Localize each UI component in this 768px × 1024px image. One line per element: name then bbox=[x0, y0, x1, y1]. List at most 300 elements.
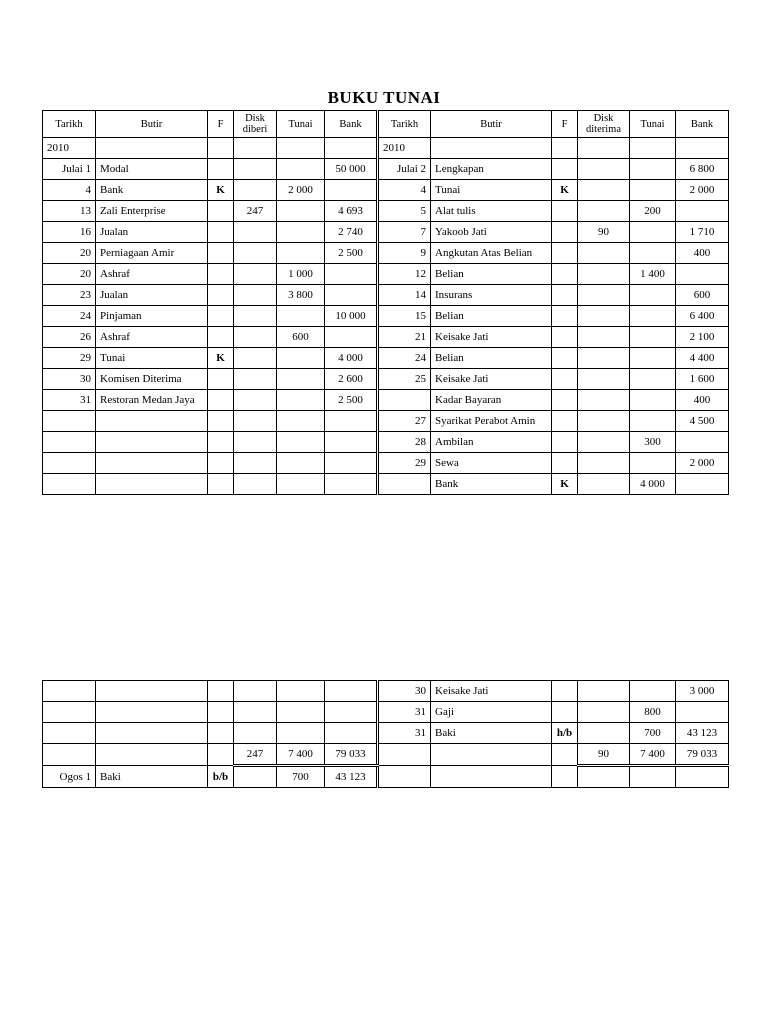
credit-tunai-cell bbox=[630, 285, 676, 306]
credit-disk-cell bbox=[578, 681, 630, 702]
credit-folio-cell bbox=[552, 285, 578, 306]
credit-butir-cell bbox=[431, 138, 552, 159]
credit-tarikh-cell: 28 bbox=[378, 432, 431, 453]
debit-folio-cell bbox=[208, 285, 234, 306]
credit-tunai-cell bbox=[630, 159, 676, 180]
debit-tarikh-cell: 30 bbox=[43, 369, 96, 390]
credit-bank-cell: 3 000 bbox=[676, 681, 729, 702]
table-row bbox=[43, 180, 729, 201]
header-row bbox=[43, 111, 729, 138]
credit-tunai-cell bbox=[630, 369, 676, 390]
debit-tunai-cell: 600 bbox=[277, 327, 325, 348]
credit-tarikh-cell: Julai 2 bbox=[378, 159, 431, 180]
debit-tunai-cell bbox=[277, 159, 325, 180]
credit-folio-cell bbox=[552, 159, 578, 180]
credit-folio-cell bbox=[552, 222, 578, 243]
debit-bank-cell bbox=[325, 327, 378, 348]
credit-tunai-cell bbox=[630, 681, 676, 702]
table-row bbox=[43, 306, 729, 327]
credit-disk-cell: 90 bbox=[578, 744, 630, 766]
credit-tunai-cell bbox=[630, 138, 676, 159]
credit-tarikh-cell: 31 bbox=[378, 702, 431, 723]
debit-disk-cell bbox=[234, 306, 277, 327]
debit-butir-cell bbox=[96, 432, 208, 453]
debit-butir-cell: Tunai bbox=[96, 348, 208, 369]
credit-tarikh-cell: 4 bbox=[378, 180, 431, 201]
credit-disk-cell bbox=[578, 306, 630, 327]
credit-tunai-cell bbox=[630, 180, 676, 201]
debit-disk-cell bbox=[234, 432, 277, 453]
debit-folio-cell: b/b bbox=[208, 766, 234, 788]
debit-folio-cell: K bbox=[208, 180, 234, 201]
header-butir-credit: Butir bbox=[431, 111, 552, 138]
debit-bank-cell bbox=[325, 723, 378, 744]
debit-tarikh-cell: 20 bbox=[43, 264, 96, 285]
table-row bbox=[43, 744, 729, 766]
header-disk-diterima: Disk diterima bbox=[578, 111, 630, 138]
credit-butir-cell: Tunai bbox=[431, 180, 552, 201]
debit-tarikh-cell: 20 bbox=[43, 243, 96, 264]
debit-bank-cell: 4 000 bbox=[325, 348, 378, 369]
table-row bbox=[43, 348, 729, 369]
credit-tarikh-cell: 5 bbox=[378, 201, 431, 222]
debit-bank-cell: 4 693 bbox=[325, 201, 378, 222]
credit-disk-cell bbox=[578, 411, 630, 432]
credit-butir-cell: Alat tulis bbox=[431, 201, 552, 222]
debit-bank-cell: 2 600 bbox=[325, 369, 378, 390]
debit-folio-cell bbox=[208, 390, 234, 411]
debit-butir-cell bbox=[96, 474, 208, 495]
table-row bbox=[43, 243, 729, 264]
credit-tunai-cell bbox=[630, 306, 676, 327]
header-bank-credit: Bank bbox=[676, 111, 729, 138]
table-row bbox=[43, 474, 729, 495]
credit-tunai-cell bbox=[630, 222, 676, 243]
debit-disk-cell bbox=[234, 474, 277, 495]
debit-disk-cell bbox=[234, 138, 277, 159]
credit-disk-cell bbox=[578, 723, 630, 744]
credit-disk-cell bbox=[578, 264, 630, 285]
credit-disk-cell bbox=[578, 159, 630, 180]
debit-tarikh-cell: 23 bbox=[43, 285, 96, 306]
credit-bank-cell: 6 800 bbox=[676, 159, 729, 180]
cash-book-table bbox=[42, 110, 729, 495]
debit-disk-cell bbox=[234, 243, 277, 264]
debit-folio-cell bbox=[208, 264, 234, 285]
table-row bbox=[43, 681, 729, 702]
debit-tarikh-cell bbox=[43, 744, 96, 766]
table-row bbox=[43, 432, 729, 453]
debit-tunai-cell: 3 800 bbox=[277, 285, 325, 306]
credit-disk-cell bbox=[578, 390, 630, 411]
credit-butir-cell: Gaji bbox=[431, 702, 552, 723]
credit-disk-cell bbox=[578, 702, 630, 723]
debit-butir-cell: Pinjaman bbox=[96, 306, 208, 327]
debit-tunai-cell bbox=[277, 453, 325, 474]
debit-tarikh-cell: 31 bbox=[43, 390, 96, 411]
debit-bank-cell bbox=[325, 432, 378, 453]
header-folio-credit: F bbox=[552, 111, 578, 138]
credit-folio-cell bbox=[552, 138, 578, 159]
debit-disk-cell bbox=[234, 390, 277, 411]
credit-tarikh-cell: 9 bbox=[378, 243, 431, 264]
credit-folio-cell bbox=[552, 264, 578, 285]
credit-tarikh-cell: 7 bbox=[378, 222, 431, 243]
credit-tarikh-cell: 27 bbox=[378, 411, 431, 432]
debit-tarikh-cell: Ogos 1 bbox=[43, 766, 96, 788]
credit-tunai-cell bbox=[630, 327, 676, 348]
credit-disk-cell bbox=[578, 285, 630, 306]
credit-disk-cell: 90 bbox=[578, 222, 630, 243]
credit-folio-cell bbox=[552, 744, 578, 766]
credit-tunai-cell bbox=[630, 411, 676, 432]
credit-tunai-cell bbox=[630, 243, 676, 264]
credit-bank-cell bbox=[676, 766, 729, 788]
credit-bank-cell: 2 100 bbox=[676, 327, 729, 348]
debit-tarikh-cell: Julai 1 bbox=[43, 159, 96, 180]
credit-folio-cell bbox=[552, 432, 578, 453]
debit-tarikh-cell: 29 bbox=[43, 348, 96, 369]
debit-bank-cell bbox=[325, 285, 378, 306]
debit-bank-cell: 2 500 bbox=[325, 390, 378, 411]
debit-butir-cell: Bank bbox=[96, 180, 208, 201]
cash-book-table-continued bbox=[42, 680, 729, 788]
credit-bank-cell bbox=[676, 702, 729, 723]
debit-tunai-cell: 1 000 bbox=[277, 264, 325, 285]
credit-butir-cell: Keisake Jati bbox=[431, 327, 552, 348]
credit-bank-cell: 2 000 bbox=[676, 453, 729, 474]
credit-bank-cell bbox=[676, 138, 729, 159]
credit-tarikh-cell: 24 bbox=[378, 348, 431, 369]
debit-butir-cell: Zali Enterprise bbox=[96, 201, 208, 222]
debit-butir-cell: Restoran Medan Jaya bbox=[96, 390, 208, 411]
credit-bank-cell: 600 bbox=[676, 285, 729, 306]
debit-bank-cell bbox=[325, 453, 378, 474]
credit-butir-cell: Baki bbox=[431, 723, 552, 744]
credit-tunai-cell bbox=[630, 390, 676, 411]
table-row bbox=[43, 327, 729, 348]
credit-butir-cell: Insurans bbox=[431, 285, 552, 306]
credit-tunai-cell: 700 bbox=[630, 723, 676, 744]
table-row bbox=[43, 453, 729, 474]
credit-folio-cell bbox=[552, 681, 578, 702]
debit-tarikh-cell bbox=[43, 411, 96, 432]
debit-disk-cell bbox=[234, 369, 277, 390]
debit-folio-cell bbox=[208, 681, 234, 702]
credit-tarikh-cell bbox=[378, 474, 431, 495]
page-title: BUKU TUNAI bbox=[327, 88, 441, 107]
credit-disk-cell bbox=[578, 348, 630, 369]
debit-butir-cell: Jualan bbox=[96, 285, 208, 306]
credit-tarikh-cell bbox=[378, 744, 431, 766]
credit-butir-cell: Kadar Bayaran bbox=[431, 390, 552, 411]
debit-disk-cell bbox=[234, 411, 277, 432]
credit-butir-cell: Belian bbox=[431, 264, 552, 285]
debit-folio-cell: K bbox=[208, 348, 234, 369]
credit-bank-cell: 400 bbox=[676, 390, 729, 411]
debit-tarikh-cell: 4 bbox=[43, 180, 96, 201]
debit-disk-cell: 247 bbox=[234, 744, 277, 766]
table-row bbox=[43, 411, 729, 432]
credit-butir-cell: Yakoob Jati bbox=[431, 222, 552, 243]
credit-bank-cell: 400 bbox=[676, 243, 729, 264]
header-folio-debit: F bbox=[208, 111, 234, 138]
debit-tunai-cell bbox=[277, 411, 325, 432]
credit-butir-cell: Angkutan Atas Belian bbox=[431, 243, 552, 264]
debit-butir-cell bbox=[96, 723, 208, 744]
debit-bank-cell bbox=[325, 264, 378, 285]
credit-tunai-cell: 1 400 bbox=[630, 264, 676, 285]
credit-tarikh-cell: 14 bbox=[378, 285, 431, 306]
debit-tunai-cell bbox=[277, 222, 325, 243]
credit-disk-cell bbox=[578, 453, 630, 474]
debit-bank-cell bbox=[325, 681, 378, 702]
debit-butir-cell bbox=[96, 702, 208, 723]
debit-tunai-cell bbox=[277, 702, 325, 723]
debit-folio-cell bbox=[208, 327, 234, 348]
credit-bank-cell: 43 123 bbox=[676, 723, 729, 744]
credit-tunai-cell: 4 000 bbox=[630, 474, 676, 495]
debit-folio-cell bbox=[208, 453, 234, 474]
credit-butir-cell: Ambilan bbox=[431, 432, 552, 453]
table-row bbox=[43, 390, 729, 411]
debit-tunai-cell bbox=[277, 201, 325, 222]
credit-butir-cell bbox=[431, 766, 552, 788]
table-row bbox=[43, 702, 729, 723]
debit-folio-cell bbox=[208, 138, 234, 159]
debit-folio-cell bbox=[208, 369, 234, 390]
debit-disk-cell bbox=[234, 159, 277, 180]
debit-tarikh-cell bbox=[43, 702, 96, 723]
debit-disk-cell bbox=[234, 766, 277, 788]
credit-bank-cell: 1 710 bbox=[676, 222, 729, 243]
debit-butir-cell: Jualan bbox=[96, 222, 208, 243]
credit-bank-cell bbox=[676, 201, 729, 222]
debit-butir-cell bbox=[96, 138, 208, 159]
credit-folio-cell bbox=[552, 411, 578, 432]
debit-butir-cell bbox=[96, 453, 208, 474]
credit-bank-cell bbox=[676, 264, 729, 285]
debit-butir-cell bbox=[96, 411, 208, 432]
debit-bank-cell bbox=[325, 474, 378, 495]
debit-folio-cell bbox=[208, 306, 234, 327]
credit-folio-cell bbox=[552, 453, 578, 474]
debit-disk-cell bbox=[234, 453, 277, 474]
debit-disk-cell bbox=[234, 327, 277, 348]
debit-tarikh-cell bbox=[43, 432, 96, 453]
debit-tunai-cell bbox=[277, 243, 325, 264]
credit-tunai-cell: 300 bbox=[630, 432, 676, 453]
credit-tarikh-cell: 12 bbox=[378, 264, 431, 285]
debit-tarikh-cell: 13 bbox=[43, 201, 96, 222]
table-row bbox=[43, 222, 729, 243]
credit-disk-cell bbox=[578, 327, 630, 348]
credit-butir-cell: Bank bbox=[431, 474, 552, 495]
debit-tunai-cell: 2 000 bbox=[277, 180, 325, 201]
credit-tarikh-cell bbox=[378, 766, 431, 788]
table-row bbox=[43, 201, 729, 222]
credit-folio-cell: K bbox=[552, 474, 578, 495]
debit-tarikh-cell: 2010 bbox=[43, 138, 96, 159]
credit-folio-cell bbox=[552, 306, 578, 327]
debit-bank-cell bbox=[325, 138, 378, 159]
debit-butir-cell bbox=[96, 744, 208, 766]
credit-tunai-cell bbox=[630, 348, 676, 369]
header-bank-debit: Bank bbox=[325, 111, 378, 138]
debit-tunai-cell: 7 400 bbox=[277, 744, 325, 766]
credit-butir-cell bbox=[431, 744, 552, 766]
credit-bank-cell: 2 000 bbox=[676, 180, 729, 201]
debit-tarikh-cell: 24 bbox=[43, 306, 96, 327]
debit-bank-cell: 2 500 bbox=[325, 243, 378, 264]
debit-tunai-cell bbox=[277, 474, 325, 495]
debit-butir-cell bbox=[96, 681, 208, 702]
debit-folio-cell bbox=[208, 723, 234, 744]
credit-bank-cell: 1 600 bbox=[676, 369, 729, 390]
debit-bank-cell: 43 123 bbox=[325, 766, 378, 788]
credit-tunai-cell: 200 bbox=[630, 201, 676, 222]
credit-bank-cell: 79 033 bbox=[676, 744, 729, 766]
debit-folio-cell bbox=[208, 222, 234, 243]
header-butir-debit: Butir bbox=[96, 111, 208, 138]
debit-tarikh-cell bbox=[43, 453, 96, 474]
debit-folio-cell bbox=[208, 474, 234, 495]
credit-tarikh-cell bbox=[378, 390, 431, 411]
debit-folio-cell bbox=[208, 744, 234, 766]
credit-tarikh-cell: 31 bbox=[378, 723, 431, 744]
credit-tunai-cell: 7 400 bbox=[630, 744, 676, 766]
credit-disk-cell bbox=[578, 369, 630, 390]
debit-bank-cell bbox=[325, 180, 378, 201]
debit-butir-cell: Ashraf bbox=[96, 264, 208, 285]
credit-tarikh-cell: 25 bbox=[378, 369, 431, 390]
debit-tunai-cell bbox=[277, 723, 325, 744]
credit-folio-cell: h/b bbox=[552, 723, 578, 744]
credit-folio-cell bbox=[552, 327, 578, 348]
debit-tarikh-cell bbox=[43, 723, 96, 744]
debit-butir-cell: Modal bbox=[96, 159, 208, 180]
debit-tunai-cell: 700 bbox=[277, 766, 325, 788]
credit-disk-cell bbox=[578, 138, 630, 159]
credit-butir-cell: Lengkapan bbox=[431, 159, 552, 180]
debit-disk-cell bbox=[234, 180, 277, 201]
debit-tunai-cell bbox=[277, 390, 325, 411]
credit-butir-cell: Keisake Jati bbox=[431, 681, 552, 702]
credit-tunai-cell bbox=[630, 453, 676, 474]
credit-butir-cell: Sewa bbox=[431, 453, 552, 474]
credit-bank-cell bbox=[676, 432, 729, 453]
credit-folio-cell bbox=[552, 348, 578, 369]
debit-folio-cell bbox=[208, 411, 234, 432]
credit-butir-cell: Keisake Jati bbox=[431, 369, 552, 390]
debit-tarikh-cell: 26 bbox=[43, 327, 96, 348]
credit-bank-cell: 6 400 bbox=[676, 306, 729, 327]
debit-disk-cell bbox=[234, 264, 277, 285]
debit-tunai-cell bbox=[277, 681, 325, 702]
debit-folio-cell bbox=[208, 201, 234, 222]
credit-folio-cell bbox=[552, 702, 578, 723]
credit-tarikh-cell: 30 bbox=[378, 681, 431, 702]
debit-disk-cell: 247 bbox=[234, 201, 277, 222]
debit-tunai-cell bbox=[277, 138, 325, 159]
debit-bank-cell bbox=[325, 702, 378, 723]
table-row bbox=[43, 285, 729, 306]
credit-folio-cell bbox=[552, 766, 578, 788]
credit-disk-cell bbox=[578, 243, 630, 264]
debit-disk-cell bbox=[234, 681, 277, 702]
debit-folio-cell bbox=[208, 243, 234, 264]
debit-butir-cell: Perniagaan Amir bbox=[96, 243, 208, 264]
table-row bbox=[43, 138, 729, 159]
debit-tunai-cell bbox=[277, 432, 325, 453]
credit-folio-cell bbox=[552, 243, 578, 264]
credit-butir-cell: Syarikat Perabot Amin bbox=[431, 411, 552, 432]
debit-bank-cell bbox=[325, 411, 378, 432]
credit-bank-cell: 4 400 bbox=[676, 348, 729, 369]
debit-folio-cell bbox=[208, 702, 234, 723]
debit-tarikh-cell bbox=[43, 681, 96, 702]
credit-disk-cell bbox=[578, 201, 630, 222]
debit-tarikh-cell: 16 bbox=[43, 222, 96, 243]
table-row bbox=[43, 766, 729, 788]
debit-tunai-cell bbox=[277, 369, 325, 390]
credit-tunai-cell: 800 bbox=[630, 702, 676, 723]
header-disk-diberi: Disk diberi bbox=[234, 111, 277, 138]
credit-disk-cell bbox=[578, 180, 630, 201]
credit-tarikh-cell: 15 bbox=[378, 306, 431, 327]
credit-tarikh-cell: 21 bbox=[378, 327, 431, 348]
debit-tunai-cell bbox=[277, 306, 325, 327]
credit-folio-cell bbox=[552, 390, 578, 411]
debit-butir-cell: Ashraf bbox=[96, 327, 208, 348]
credit-butir-cell: Belian bbox=[431, 306, 552, 327]
debit-butir-cell: Baki bbox=[96, 766, 208, 788]
credit-disk-cell bbox=[578, 474, 630, 495]
debit-folio-cell bbox=[208, 432, 234, 453]
debit-bank-cell: 79 033 bbox=[325, 744, 378, 766]
header-tarikh-credit: Tarikh bbox=[378, 111, 431, 138]
credit-folio-cell bbox=[552, 369, 578, 390]
credit-bank-cell: 4 500 bbox=[676, 411, 729, 432]
header-tunai-debit: Tunai bbox=[277, 111, 325, 138]
table-row bbox=[43, 723, 729, 744]
debit-disk-cell bbox=[234, 285, 277, 306]
debit-bank-cell: 10 000 bbox=[325, 306, 378, 327]
debit-disk-cell bbox=[234, 348, 277, 369]
debit-butir-cell: Komisen Diterima bbox=[96, 369, 208, 390]
debit-disk-cell bbox=[234, 723, 277, 744]
debit-bank-cell: 50 000 bbox=[325, 159, 378, 180]
debit-folio-cell bbox=[208, 159, 234, 180]
table-row bbox=[43, 264, 729, 285]
header-tarikh-debit: Tarikh bbox=[43, 111, 96, 138]
credit-disk-cell bbox=[578, 432, 630, 453]
table-row bbox=[43, 159, 729, 180]
credit-bank-cell bbox=[676, 474, 729, 495]
credit-tunai-cell bbox=[630, 766, 676, 788]
debit-tunai-cell bbox=[277, 348, 325, 369]
debit-disk-cell bbox=[234, 702, 277, 723]
debit-disk-cell bbox=[234, 222, 277, 243]
debit-tarikh-cell bbox=[43, 474, 96, 495]
credit-disk-cell bbox=[578, 766, 630, 788]
debit-bank-cell: 2 740 bbox=[325, 222, 378, 243]
header-tunai-credit: Tunai bbox=[630, 111, 676, 138]
table-row bbox=[43, 369, 729, 390]
credit-tarikh-cell: 29 bbox=[378, 453, 431, 474]
credit-butir-cell: Belian bbox=[431, 348, 552, 369]
credit-tarikh-cell: 2010 bbox=[378, 138, 431, 159]
